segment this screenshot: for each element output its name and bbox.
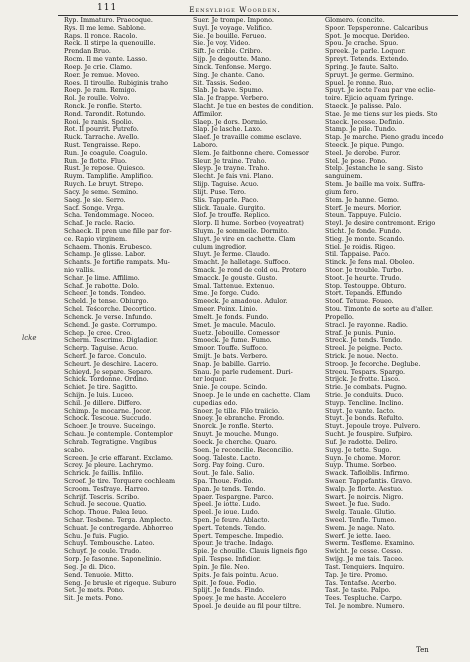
dictionary-entry: Sluym. Je sommeile. Dormito.: [193, 227, 290, 235]
dictionary-entry: Smoeck. Je fume. Fumo.: [193, 337, 272, 345]
dictionary-entry: Schau. Je contemple. Contemplor: [64, 431, 173, 439]
dictionary-entry: Schamp. Je glisse. Labor.: [64, 251, 146, 259]
dictionary-entry: Stiel. Je roidis. Rigeo.: [325, 243, 396, 251]
dictionary-entry: Smet. Je macule. Maculo.: [193, 321, 276, 329]
dictionary-entry: Staeck. Je palisse. Palo.: [325, 102, 402, 110]
dictionary-entry: Scherf. Je farce. Conculo.: [64, 352, 147, 360]
dictionary-entry: Soeck. Je cherche. Quaro.: [193, 438, 277, 446]
dictionary-entry: Sijp. Je degoutte. Mano.: [193, 56, 272, 64]
dictionary-entry: nio vallis.: [64, 267, 95, 274]
dictionary-entry: Slaep. Je dors. Dormio.: [193, 118, 268, 126]
dictionary-entry: Slijt. Puse. Tero.: [193, 188, 246, 196]
dictionary-entry: Roep. Je crie. Clamo.: [64, 63, 133, 71]
dictionary-entry: Snoey. Je ebranche. Frondo.: [193, 415, 285, 423]
dictionary-entry: Sie. Je bouille. Ferueo.: [193, 32, 267, 40]
dictionary-entry: Saeg. Je sie. Serro.: [64, 196, 126, 204]
dictionary-entry: Swaer. Tappefantis. Gravo.: [325, 477, 412, 485]
entry-column-right: [325, 17, 460, 611]
dictionary-entry: Streck. Je tends. Tendo.: [325, 337, 403, 345]
dictionary-entry: Slap. Je lasche. Laxo.: [193, 126, 262, 134]
dictionary-entry: Schrick. Je faillis. Infilio.: [64, 470, 144, 478]
dictionary-entry: Stuyt. Je vante. Iacto.: [325, 407, 395, 415]
margin-annotation: lcke: [22, 334, 37, 342]
dictionary-entry: Suyn. Je chome. Moror.: [325, 454, 401, 462]
dictionary-entry: Steun. Tappuye. Fulcio.: [325, 212, 402, 220]
dictionary-entry: Propello.: [325, 313, 354, 321]
dictionary-entry: Soog. Taleste. Lacto.: [193, 454, 261, 462]
dictionary-entry: Spreyt. Tetends. Extendo.: [325, 56, 409, 64]
dictionary-entry: Stop. Testouppe. Obturo.: [325, 282, 407, 290]
dictionary-entry: Speel. Je ioue. Ludo.: [193, 509, 260, 517]
dictionary-entry: Roep. Je ram. Remigo.: [64, 87, 137, 95]
dictionary-entry: Rocm. Il me vante. Lasso.: [64, 56, 148, 64]
dictionary-entry: ce. Rapio virginem.: [64, 235, 128, 243]
dictionary-entry: Stuyt. Jepoule troye. Pulvero.: [325, 423, 421, 431]
dictionary-entry: Schock. Tescoue. Succudo.: [64, 415, 152, 423]
dictionary-entry: Spen. Je feure. Ablacto.: [193, 517, 270, 524]
dictionary-entry: Laboro.: [193, 142, 218, 149]
dictionary-entry: Spin. Je file. Neo.: [193, 563, 250, 571]
dictionary-entry: Streeu. Tespars. Spargo.: [325, 368, 406, 376]
dictionary-entry: Stuyt. Je bonds. Refulto.: [325, 415, 404, 423]
dictionary-entry: Send. Tenuoie. Mitto.: [64, 571, 134, 579]
dictionary-entry: Spa. Thoue. Fodio.: [193, 477, 254, 485]
dictionary-entry: Sme. Je forge. Cudo.: [193, 290, 260, 298]
dictionary-entry: Schuyl. Tembousche. Lateo.: [64, 540, 155, 548]
dictionary-entry: Scherp. Taguise. Acuo.: [64, 345, 139, 353]
dictionary-entry: Seg. Je di. Dico.: [64, 563, 116, 571]
dictionary-entry: Schaf. Je rabotte. Dolo.: [64, 282, 140, 290]
dictionary-entry: Sluyt. Je ferme. Claudo.: [193, 251, 270, 259]
dictionary-entry: Schend. Je gaste. Corrumpo.: [64, 321, 157, 329]
dictionary-entry: Sweel. Tenfle. Tumeo.: [325, 517, 397, 524]
dictionary-entry: Sweet. Je fue. Sudo.: [325, 501, 391, 509]
dictionary-entry: Roer. Je remue. Moveo.: [64, 71, 140, 79]
dictionary-entry: Rond. Tarondit. Rotundo.: [64, 110, 146, 118]
dictionary-entry: Stieg. Je monte. Scando.: [325, 235, 405, 243]
dictionary-entry: Rys. Il me leme. Sablone.: [64, 24, 146, 32]
dictionary-entry: Slaef. Je travaille comme esclave.: [193, 134, 302, 142]
dictionary-entry: Run. Je flotte. Fluo.: [64, 157, 127, 165]
dictionary-entry: Schar. Je lime. Affilimo.: [64, 274, 140, 282]
dictionary-entry: Scheld. Je tense. Obiurgo.: [64, 298, 149, 306]
dictionary-entry: Smeer. Poinx. Linio.: [193, 306, 258, 314]
dictionary-entry: Slab. Je bave. Spumo.: [193, 87, 264, 95]
dictionary-entry: Slecht. Je fais vni. Plano.: [193, 173, 274, 181]
dictionary-entry: Strie. Je combats. Pugno.: [325, 384, 407, 392]
dictionary-entry: Span. Je tends. Tendo.: [193, 485, 266, 493]
dictionary-entry: Smack. Je rond de cold ou. Protero: [193, 267, 307, 274]
dictionary-entry: Spour. Je trache. Indago.: [193, 540, 274, 548]
dictionary-entry: Stel. Je pose. Pono.: [325, 157, 388, 165]
dictionary-entry: Steel. Je derobe. Furor.: [325, 149, 401, 157]
dictionary-entry: Spaer. Tespargne. Parco.: [193, 493, 274, 501]
dictionary-entry: Schimp. Je mocarne. Jocor.: [64, 407, 152, 415]
dictionary-entry: Stuyp. Tencline. Inclino.: [325, 399, 404, 407]
dictionary-entry: scabo.: [64, 446, 85, 454]
dictionary-entry: Spoey. Je me haste. Accelero: [193, 595, 287, 603]
dictionary-entry: Suf. Je radotte. Deliro.: [325, 438, 398, 446]
dictionary-entry: Swicht. Je cesse. Cesso.: [325, 548, 403, 556]
dictionary-entry: Stou. Timonte de sorte au d'aller.: [325, 306, 434, 314]
dictionary-entry: Stae. Je me tiens sur les pieds. Sto: [325, 110, 438, 118]
dictionary-entry: Spoel. Je deuide au fil pour tiltre.: [193, 602, 302, 610]
dictionary-entry: Strick. Je noue. Necto.: [325, 352, 399, 360]
dictionary-entry: Slorp. Il hume. Sorbeo (voyeatrat): [193, 220, 304, 228]
dictionary-entry: Stem. Je hanne. Gemo.: [325, 196, 399, 204]
dictionary-entry: Schieyd. Je separe. Separo.: [64, 368, 153, 376]
dictionary-entry: Smacck. Je gouste. Gusto.: [193, 274, 278, 282]
dictionary-entry: Stinck. Je fens mal. Oboleo.: [325, 259, 415, 267]
dictionary-entry: Spou. Je crache. Spuo.: [325, 40, 399, 48]
dictionary-entry: Steyl. Je desire contremont. Erigo: [325, 220, 436, 228]
dictionary-entry: Ruym. Tamplifie. Amplifico.: [64, 173, 154, 181]
dictionary-entry: Spring. Je faute. Salto.: [325, 63, 399, 71]
dictionary-entry: Rooi. Je ranis. Spolio.: [64, 118, 134, 126]
dictionary-entry: Spit. Je foue. Fodio.: [193, 579, 257, 587]
entry-column-middle: [193, 17, 325, 611]
dictionary-entry: ter loquor.: [193, 376, 227, 384]
dictionary-entry: Snoep. Je le unde en cachette. Clam: [193, 392, 311, 399]
dictionary-entry: Spot. Je mocque. Derideo.: [325, 32, 410, 40]
dictionary-entry: Rust. Je repose. Quiesco.: [64, 165, 145, 173]
dictionary-entry: Stap. Je marche. Pieno gradu incedo: [325, 134, 444, 142]
dictionary-entry: Tel. Je nombre. Numero.: [325, 602, 405, 610]
dictionary-entry: Schoer. Je trouve. Suceingo.: [64, 423, 156, 431]
dictionary-entry: Swem. Je nage. Nato.: [325, 524, 395, 532]
dictionary-entry: Scha. Tendommage. Noceo.: [64, 212, 154, 220]
dictionary-entry: Snorck. Je ronfle. Sterto.: [193, 423, 274, 431]
dictionary-entry: Scherm. Tescrime. Digladior.: [64, 337, 158, 345]
dictionary-entry: Straf. Je punis. Punio.: [325, 329, 396, 337]
dictionary-entry: Suetz. Jebouille. Comessor: [193, 329, 280, 337]
dictionary-entry: Snuyt. Je mouche. Mungo.: [193, 431, 279, 439]
dictionary-entry: Schiet. Je tire. Sagitto.: [64, 384, 138, 392]
dictionary-entry: Swerf. Je iette. Iaeo.: [325, 532, 391, 540]
dictionary-entry: Strijck. Je frotte. Lisco.: [325, 376, 401, 384]
dictionary-entry: Schrab. Tegratigne. Vngibus: [64, 438, 157, 446]
dictionary-entry: Spreek. Je parle. Loquor.: [325, 48, 406, 56]
dictionary-entry: Sit. Je mets. Pono.: [64, 595, 123, 603]
dictionary-entry: Smelt. Je fonds. Fundo.: [193, 313, 269, 321]
dictionary-entry: Slijp. Taguise. Acuo.: [193, 181, 259, 189]
dictionary-entry: Schijn. Je luis. Luceo.: [64, 392, 134, 399]
dictionary-entry: Strie. Je conduits. Duco.: [325, 392, 404, 399]
dictionary-entry: toire. Ejicio aquam fyringe.: [325, 95, 414, 103]
dictionary-entry: Ronck. Je ronfle. Sterto.: [64, 102, 142, 110]
dictionary-entry: Schrijf. Tescris. Scribo.: [64, 493, 140, 501]
dictionary-entry: Schep. Je cree. Creo.: [64, 329, 133, 337]
dictionary-entry: Sticht. Je fonde. Fundo.: [325, 227, 402, 235]
dictionary-entry: Sinck. Tenfonse. Mergo.: [193, 63, 272, 71]
dictionary-entry: Schop. Thoue. Palea Ieuo.: [64, 509, 148, 517]
dictionary-entry: Smoor. Touffe. Suffoco.: [193, 345, 268, 353]
dictionary-entry: Stracl. Je rayonne. Radio.: [325, 321, 408, 329]
dictionary-entry: Schaeck. Il pren une fille par for-: [64, 227, 172, 235]
dictionary-entry: Scheurt. Je deschire. Lacero.: [64, 360, 159, 368]
dictionary-entry: Swart. Je noircis. Nigro.: [325, 493, 404, 501]
dictionary-entry: Schaem. Thonis. Erubesco.: [64, 243, 152, 251]
dictionary-entry: Spuel. Je ronne. Ruo.: [325, 79, 394, 87]
dictionary-entry: Sorp. Je fasonne. Saponelinio.: [64, 556, 162, 564]
dictionary-entry: Tees. Tespluche. Carpo.: [325, 595, 402, 603]
dictionary-entry: Tap. Je tire. Promo.: [325, 571, 388, 579]
dictionary-entry: Spoor. Tepsperonne. Calcaribus: [325, 24, 429, 32]
dictionary-entry: Schar. Tesbene. Terga. Amplecto.: [64, 517, 173, 524]
dictionary-entry: Schuyf. Je coule. Trudo.: [64, 548, 142, 556]
dictionary-entry: Slem. Je faitbonne chere. Comessor: [193, 149, 309, 157]
dictionary-entry: Reck. Il stirpe la quenouille.: [64, 40, 156, 48]
dictionary-entry: Swijg. Je me tais. Taceo.: [325, 556, 404, 564]
dictionary-entry: Stoof. Tetuue. Foueo.: [325, 298, 394, 306]
dictionary-entry: Swalp. Je florte. Aestuo.: [325, 485, 403, 493]
entry-column-left: [64, 17, 192, 603]
dictionary-entry: Sift. Je crible. Cribro.: [193, 48, 263, 56]
dictionary-entry: Schuat. Je contregarde. Abhorreo: [64, 524, 174, 532]
page-heading: Eensylbige Woorden.: [189, 5, 281, 14]
dictionary-entry: Tast. Tenquiers. Inquiro.: [325, 563, 405, 571]
dictionary-entry: Sit. Tassis. Sedeo.: [193, 79, 252, 87]
dictionary-entry: Slacht. Je tue en bestes de condition.: [193, 102, 314, 110]
dictionary-entry: Seng. Je brusle et rigeque. Suburo: [64, 579, 177, 587]
dictionary-entry: sanguinem.: [325, 173, 363, 181]
dictionary-entry: Stil. Tappaise. Paco.: [325, 251, 391, 259]
dictionary-entry: Affimilor.: [193, 110, 223, 118]
dictionary-entry: Stoor. Je trouble. Turbo.: [325, 267, 404, 274]
dictionary-entry: Sacf. Songe. Vrga.: [64, 204, 124, 212]
dictionary-entry: Sleur. Je traine. Traho.: [193, 157, 267, 165]
dictionary-entry: Snoer. Je tille. Filo traiicio.: [193, 407, 280, 415]
dictionary-entry: Glomero. (concite.: [325, 17, 385, 24]
dictionary-entry: Spuyt. Je iecte l'eau par vne eclie-: [325, 87, 436, 95]
dictionary-entry: Stort. Tepands. Effundo: [325, 290, 402, 298]
dictionary-entry: Sie. Je voy. Video.: [193, 40, 251, 48]
dictionary-entry: cupedias edo.: [193, 399, 238, 407]
dictionary-entry: Rot. Il pourrit. Putrefo.: [64, 126, 139, 134]
dictionary-entry: Splijt. Je fends. Findo.: [193, 587, 265, 595]
dictionary-entry: Stelp. Jestanche le sang. Sisto: [325, 165, 423, 173]
dictionary-entry: Slick. Tauale. Gurgito.: [193, 204, 266, 212]
page-number: 111: [97, 3, 118, 13]
dictionary-entry: Rust. Tengraisse. Repo.: [64, 142, 141, 149]
dictionary-entry: Smacht. Je halletage. Suffoco.: [193, 259, 291, 267]
dictionary-entry: Ruych. Le bruyt. Strepo.: [64, 181, 144, 189]
dictionary-entry: Snie. Je coupe. Scindo.: [193, 384, 268, 392]
dictionary-entry: gium fero.: [325, 188, 359, 196]
dictionary-entry: Run. Je coagule. Coagulo.: [64, 149, 148, 157]
dictionary-entry: Sterf. Je meurs. Morior.: [325, 204, 402, 212]
dictionary-entry: Stoot. Je heurte. Trudo.: [325, 274, 402, 282]
dictionary-entry: Spert. Tempesche. Impedio.: [193, 532, 284, 540]
dictionary-entry: Set. Je mets. Pono.: [64, 587, 125, 595]
dictionary-entry: Sing. Je chante. Cano.: [193, 71, 265, 79]
dictionary-entry: Steeck. Je pique. Pungo.: [325, 142, 404, 149]
dictionary-entry: Swack. Tafloiblis. Infirmo.: [325, 470, 410, 478]
dictionary-entry: Spruyt. Je germe. Germino.: [325, 71, 415, 79]
dictionary-entry: Stamp. Je pile. Tundo.: [325, 126, 397, 134]
dictionary-entry: Spil. Tespse. Infidior.: [193, 556, 261, 564]
dictionary-entry: Snap. Je babille. Garrio.: [193, 360, 271, 368]
dictionary-entry: Schenck. Je verse. Infundo.: [64, 313, 153, 321]
dictionary-entry: Schants. Je fortifie rampats. Mu-: [64, 259, 170, 267]
dictionary-entry: Spie. Je chouille. Clauis ligneis figo: [193, 548, 308, 556]
dictionary-entry: Suyg. Je tette. Sugo.: [325, 446, 392, 454]
dictionary-entry: Roes. Il tiroulle. Rubiginis traho: [64, 79, 169, 87]
dictionary-entry: Scroom. Tesfraye. Harreo.: [64, 485, 150, 493]
catchword: Ten: [416, 646, 429, 654]
dictionary-entry: Slof. Je trouffe. Replico.: [193, 212, 270, 220]
dictionary-entry: Stem. Je baille ma voix. Suffra-: [325, 181, 426, 189]
dictionary-entry: Sorg. Pay foing. Curo.: [193, 462, 265, 470]
dictionary-entry: Raps. Il ronce. Racolo.: [64, 32, 138, 40]
dictionary-entry: Suyl. Je voyage. Velifico.: [193, 24, 272, 32]
dictionary-entry: Sout. Je fale. Salio.: [193, 470, 255, 478]
dictionary-entry: Screy. Je pleure. Lachrymo.: [64, 462, 154, 470]
dictionary-entry: Smeeck. Je amadoue. Adulor.: [193, 298, 288, 306]
dictionary-entry: Tast. Je taste. Palpo.: [325, 587, 391, 595]
dictionary-entry: Soen. Je reconcilie. Reconcilio.: [193, 446, 294, 454]
dictionary-entry: Sucht. Je fouspire. Sufpiro.: [325, 431, 413, 439]
dictionary-entry: Schel. Teścorche. Decortico.: [64, 306, 157, 314]
dictionary-entry: Stroop. Je fecorche. Deglube.: [325, 360, 421, 368]
dictionary-entry: Schick. Tordonne. Ordino.: [64, 376, 149, 384]
dictionary-entry: Rol. Je roulle. Volvo.: [64, 95, 130, 103]
dictionary-entry: Screen. Je crie effarant. Exclamo.: [64, 454, 173, 462]
dictionary-entry: Swelg. Tauale. Glutio.: [325, 509, 396, 517]
dictionary-entry: Slis. Tapparle. Paco.: [193, 196, 259, 204]
dictionary-entry: Spert. Tetends. Tendo.: [193, 524, 266, 532]
dictionary-entry: Sla. Je frappe. Verbero.: [193, 95, 269, 103]
dictionary-entry: Suer. Je trompe. Impono.: [193, 17, 274, 24]
dictionary-entry: Smijt. Je bats. Verbero.: [193, 352, 268, 360]
dictionary-entry: Swerm. Tesfleme. Examino.: [325, 540, 415, 548]
dictionary-entry: Schud. Je secoue. Quatio.: [64, 501, 147, 509]
dictionary-entry: Scheer. Je tonds. Tondeo.: [64, 290, 146, 298]
dictionary-entry: Schaf. Je racle. Racio.: [64, 220, 135, 228]
dictionary-entry: Snau. Je parle rudement. Duri-: [193, 368, 293, 376]
dictionary-entry: Suyp. Thume. Sorbeo.: [325, 462, 397, 470]
dictionary-entry: culum ingredior.: [193, 243, 247, 251]
dictionary-entry: Spits. Je fais pointu. Acuo.: [193, 571, 279, 579]
dictionary-entry: Schu. Je fuis. Fugio.: [64, 532, 129, 540]
dictionary-entry: Schil. Je dillere. Differo.: [64, 399, 142, 407]
dictionary-entry: Sluyt. Je vire en cachette. Clam: [193, 235, 296, 243]
dictionary-entry: Ryp. Immaturo. Praecoque.: [64, 17, 153, 24]
dictionary-entry: Speel. Je iotte. Ludo.: [193, 501, 261, 509]
dictionary-entry: Sleyp. Je trayne. Traho.: [193, 165, 270, 173]
dictionary-entry: Tas. Tentafse. Acerbo.: [325, 579, 397, 587]
dictionary-entry: Prendan Bruo.: [64, 48, 111, 56]
dictionary-entry: Smal. Tattenue. Extenuo.: [193, 282, 275, 290]
heading-rule: [58, 15, 458, 16]
dictionary-entry: Ruck. Tarrache. Avello.: [64, 134, 140, 142]
dictionary-entry: Scroef. Je tire. Torquere cochleam: [64, 477, 176, 485]
dictionary-entry: Sacy. Je seme. Semino.: [64, 188, 139, 196]
dictionary-entry: Staeck. Jecesse. Definio.: [325, 118, 405, 126]
dictionary-entry: Streel. Je peigne. Pecto.: [325, 345, 403, 353]
